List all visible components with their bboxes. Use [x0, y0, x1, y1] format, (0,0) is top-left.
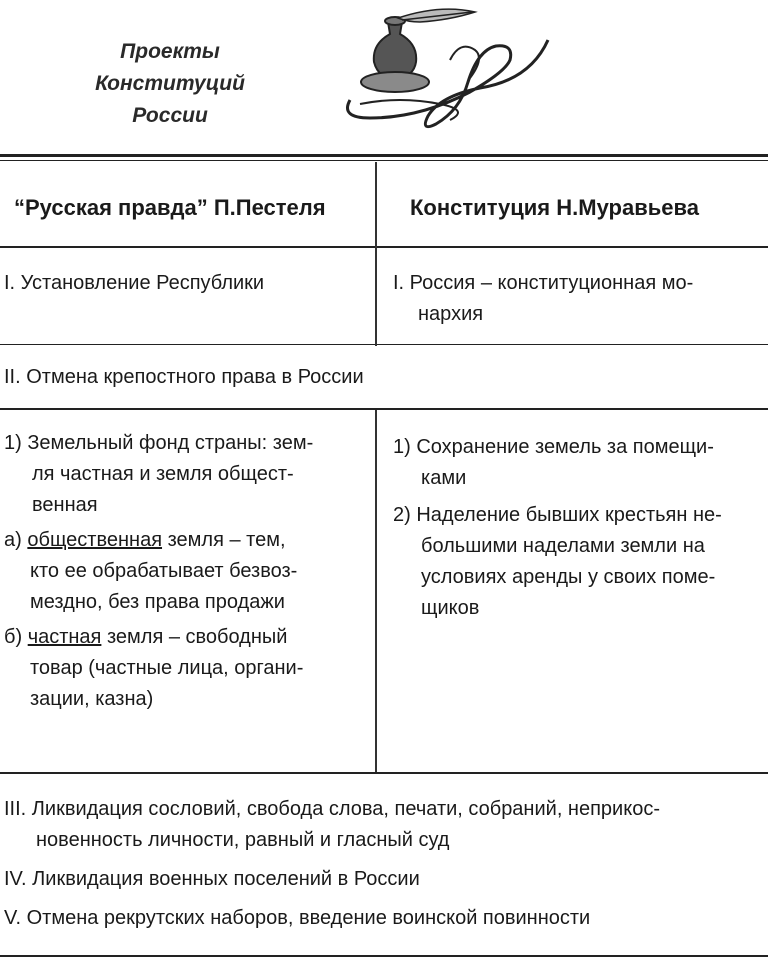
row1-right-line1: I. Россия – конституционная мо-	[393, 272, 694, 294]
right-item2-line2: большими наделами земли на	[421, 535, 705, 557]
row1-right-line2: нархия	[418, 303, 484, 325]
row3-right	[393, 432, 765, 624]
table-top-rule	[0, 154, 768, 157]
item-v: V. Отмена рекрутских наборов, введение воинской повинности	[4, 907, 591, 929]
left-item-b-line3: зации, казна)	[30, 688, 154, 710]
right-item1-line1: 1) Сохранение земель за помещи-	[393, 436, 714, 458]
left-item-a-rest: земля – тем,	[167, 529, 286, 551]
title-line-1: Проекты	[120, 40, 220, 63]
left-item-a-line2: кто ее обрабатывает безвоз-	[30, 560, 298, 582]
bottom-items	[4, 794, 766, 934]
row3-left	[4, 428, 369, 715]
title-line-3: России	[132, 104, 208, 127]
item-iii-line2: новенность личности, равный и гласный суд	[36, 829, 450, 851]
header-divider	[0, 246, 768, 248]
left-item-a-underlined: общественная	[27, 529, 163, 551]
right-item2-line1: 2) Наделение бывших крестьян не-	[393, 504, 722, 526]
item-iii-line1: III. Ликвидация сословий, свобода слова, печати, собраний, неприкос-	[4, 798, 660, 820]
left-item-b-rest: земля – свободный	[106, 626, 288, 648]
right-item2-line3: условиях аренды у своих поме-	[421, 566, 716, 588]
header-right: Конституция Н.Муравьева	[410, 195, 699, 220]
left-item-a-line1	[4, 525, 369, 556]
left-item-b-prefix: б)	[4, 626, 23, 648]
left-item-b-line1	[4, 622, 369, 653]
table-bottom-rule	[0, 955, 768, 957]
right-item1-line2: ками	[421, 467, 467, 489]
row3-divider	[0, 772, 768, 774]
left-item-a-prefix: а)	[4, 529, 22, 551]
column-divider-middle	[375, 410, 377, 772]
row1-left: I. Установление Республики	[4, 272, 265, 294]
item-iv: IV. Ликвидация военных поселений в России	[4, 868, 420, 890]
left-item-b-line2: товар (частные лица, органи-	[30, 657, 304, 679]
page-title	[70, 36, 270, 132]
row2-divider	[0, 408, 768, 410]
left-item1-line1: 1) Земельный фонд страны: зем-	[4, 432, 314, 454]
inkwell-quill-icon	[300, 0, 570, 150]
header-left: “Русская правда” П.Пестеля	[14, 195, 326, 220]
left-item1-line3: венная	[32, 494, 98, 516]
row2-text: II. Отмена крепостного права в России	[4, 366, 364, 388]
left-item1-line2: ля частная и земля общест-	[32, 463, 294, 485]
row1-divider	[0, 344, 768, 345]
left-item-b-underlined: частная	[27, 626, 102, 648]
table-top-rule-thin	[0, 160, 768, 161]
left-item-a-line3: мездно, без права продажи	[30, 591, 285, 613]
column-divider-top	[375, 162, 377, 346]
title-line-2: Конституций	[95, 72, 245, 95]
right-item2-line4: щиков	[421, 597, 480, 619]
row1-right	[393, 268, 765, 330]
